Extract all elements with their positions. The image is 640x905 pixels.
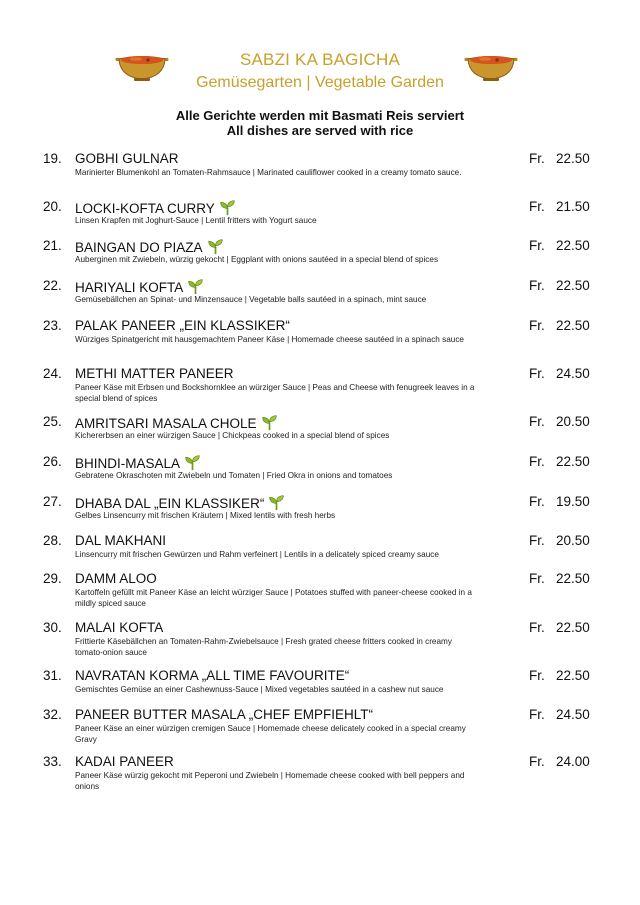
dish-name	[75, 366, 234, 382]
currency: Fr.	[529, 668, 545, 683]
sprout-icon	[207, 238, 224, 255]
dish-price: 22.50	[556, 318, 590, 333]
dish-name-text: LOCKI-KOFTA CURRY	[75, 201, 215, 216]
currency: Fr.	[529, 151, 545, 166]
dish-number: 33.	[43, 754, 62, 769]
currency: Fr.	[529, 238, 545, 253]
dish-description: Gemüsebällchen an Spinat- und Minzensauce | Vegetable balls sautéed in a spinach, mint sauce	[75, 295, 427, 304]
currency: Fr.	[529, 620, 545, 635]
sprout-icon	[184, 454, 201, 471]
dish-price: 20.50	[556, 533, 590, 548]
dish-description: Frittierte Käsebällchen an Tomaten-Rahm-Zwiebelsauce | Fresh grated cheese fritters cooked in creamy tomato-onion sauce	[75, 637, 452, 657]
dish-name	[75, 620, 163, 636]
dish-price: 22.50	[556, 151, 590, 166]
dish-number: 23.	[43, 318, 62, 333]
dish-description: Gebratene Okraschoten mit Zwiebeln und Tomaten | Fried Okra in onions and tomatoes	[75, 471, 393, 480]
dish-name-text: KADAI PANEER	[75, 754, 174, 769]
currency: Fr.	[529, 494, 545, 509]
dish-name-text: PALAK PANEER „EIN KLASSIKER“	[75, 318, 290, 333]
dish-name-text: GOBHI GULNAR	[75, 151, 179, 166]
dish-price: 24.50	[556, 366, 590, 381]
dish-name-text: PANEER BUTTER MASALA „CHEF EMPFIEHLT“	[75, 707, 374, 722]
rice-notice	[0, 108, 640, 138]
dish-number: 22.	[43, 278, 62, 293]
section-subtitle: Gemüsegarten | Vegetable Garden	[196, 74, 444, 91]
dish-number: 28.	[43, 533, 62, 548]
currency: Fr.	[529, 318, 545, 333]
dish-price: 22.50	[556, 278, 590, 293]
dish-description: Marinierter Blumenkohl an Tomaten-Rahmsauce | Marinated cauliflower cooked in a creamy tomato sauce.	[75, 168, 462, 177]
dish-name	[75, 707, 373, 723]
dish-price: 24.50	[556, 707, 590, 722]
dish-name-text: AMRITSARI MASALA CHOLE	[75, 416, 257, 431]
dish-price: 20.50	[556, 414, 590, 429]
dish-name-text: DHABA DAL „EIN KLASSIKER“	[75, 496, 265, 511]
dish-description: Kichererbsen an einer würzigen Sauce | Chickpeas cooked in a special blend of spices	[75, 431, 390, 440]
dish-description: Gelbes Linsencurry mit frischen Kräutern | Mixed lentils with fresh herbs	[75, 511, 336, 520]
dish-price: 22.50	[556, 571, 590, 586]
notice-german: Alle Gerichte werden mit Basmati Reis serviert	[175, 108, 465, 123]
sprout-icon	[187, 278, 204, 295]
currency: Fr.	[529, 707, 545, 722]
dish-description: Gemischtes Gemüse an einer Cashewnuss-Sauce | Mixed vegetables sautéed in a cashew nut sauce	[75, 685, 444, 694]
dish-description: Kartoffeln gefüllt mit Paneer Käse an leicht würziger Sauce | Potatoes stuffed with paneer-cheese cooked in a mildly spiced sauce	[75, 588, 472, 608]
dish-price: 22.50	[556, 238, 590, 253]
dish-name-text: DAL MAKHANI	[75, 533, 167, 548]
dish-number: 24.	[43, 366, 62, 381]
dish-number: 26.	[43, 454, 62, 469]
dish-description: Paneer Käse würzig gekocht mit Peperoni und Zwiebeln | Homemade cheese cooked with bell peppers and onions	[75, 771, 465, 791]
dish-description: Paneer Käse an einer würzigen cremigen Sauce | Homemade cheese delicately cooked in a special creamy Gravy	[75, 724, 466, 744]
dish-name-text: NAVRATAN KORMA „ALL TIME FAVOURITE“	[75, 668, 350, 683]
dish-number: 21.	[43, 238, 62, 253]
dish-description: Linsencurry mit frischen Gewürzen und Rahm verfeinert | Lentils in a delicately spiced creamy sauce	[75, 550, 439, 559]
currency: Fr.	[529, 754, 545, 769]
dish-name	[75, 571, 157, 587]
dish-name-text: BHINDI-MASALA	[75, 456, 181, 471]
currency: Fr.	[529, 414, 545, 429]
dish-name-text: HARIYALI KOFTA	[75, 280, 184, 295]
section-header	[0, 50, 640, 93]
dish-price: 22.50	[556, 454, 590, 469]
dish-number: 25.	[43, 414, 62, 429]
currency: Fr.	[529, 278, 545, 293]
dish-name-text: METHI MATTER PANEER	[75, 366, 234, 381]
dish-number: 27.	[43, 494, 62, 509]
dish-price: 22.50	[556, 668, 590, 683]
currency: Fr.	[529, 571, 545, 586]
dish-name-text: DAMM ALOO	[75, 571, 157, 586]
section-title: SABZI KA BAGICHA	[239, 50, 401, 69]
dish-description: Würziges Spinatgericht mit hausgemachtem Paneer Käse | Homemade cheese sautéed in a spinach sauce	[75, 335, 464, 344]
currency: Fr.	[529, 366, 545, 381]
sprout-icon	[261, 414, 278, 431]
sprout-icon	[268, 494, 285, 511]
dish-name	[75, 668, 349, 684]
dish-name-text: BAINGAN DO PIAZA	[75, 240, 203, 255]
dish-name	[75, 754, 174, 770]
dish-name	[75, 533, 166, 549]
dish-price: 22.50	[556, 620, 590, 635]
dish-name	[75, 318, 290, 334]
notice-english: All dishes are served with rice	[226, 123, 414, 138]
dish-name	[75, 151, 179, 167]
currency: Fr.	[529, 533, 545, 548]
currency: Fr.	[529, 454, 545, 469]
dish-number: 20.	[43, 199, 62, 214]
dish-number: 29.	[43, 571, 62, 586]
dish-number: 31.	[43, 668, 62, 683]
dish-number: 32.	[43, 707, 62, 722]
dish-description: Paneer Käse mit Erbsen und Bockshornklee an würziger Sauce | Peas and Cheese with fenugreek leaves in a special blend of spices	[75, 383, 475, 403]
dish-number: 30.	[43, 620, 62, 635]
sprout-icon	[219, 199, 236, 216]
dish-price: 24.00	[556, 754, 590, 769]
dish-number: 19.	[43, 151, 62, 166]
dish-price: 19.50	[556, 494, 590, 509]
dish-description: Linsen Krapfen mit Joghurt-Sauce | Lentil fritters with Yogurt sauce	[75, 216, 317, 225]
currency: Fr.	[529, 199, 545, 214]
dish-price: 21.50	[556, 199, 590, 214]
dish-name-text: MALAI KOFTA	[75, 620, 164, 635]
dish-description: Auberginen mit Zwiebeln, würzig gekocht | Eggplant with onions sautéed in a special blend of spices	[75, 255, 439, 264]
